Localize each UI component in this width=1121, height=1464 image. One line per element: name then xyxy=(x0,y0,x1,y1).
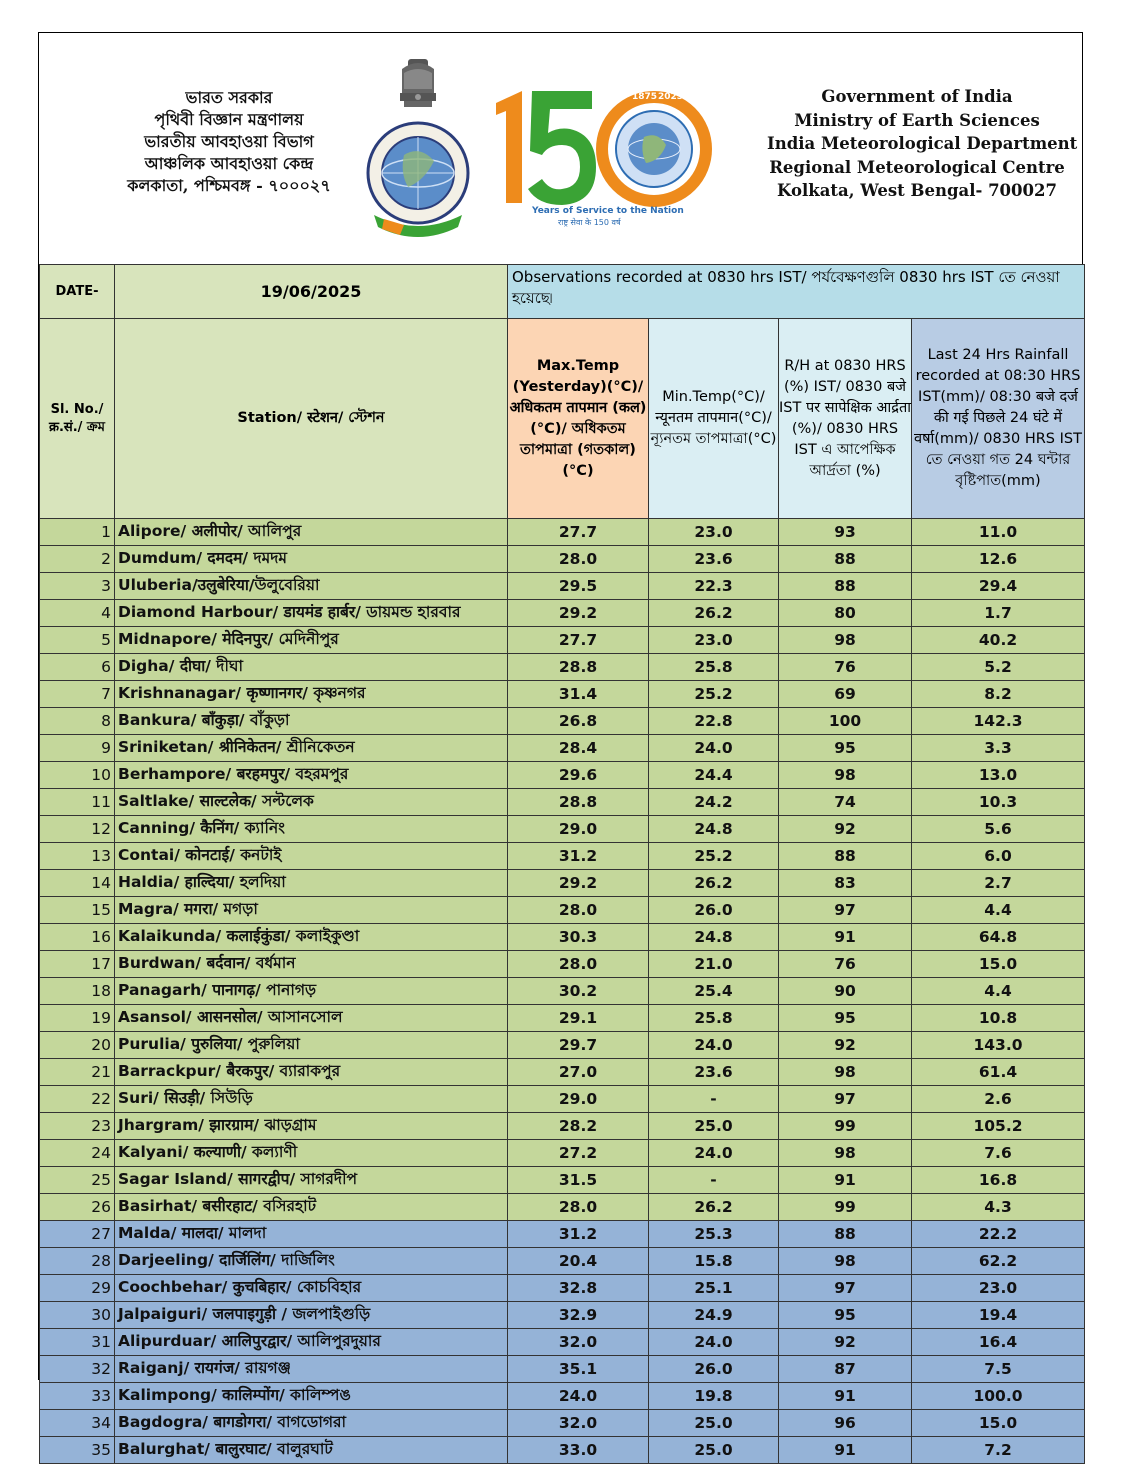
row-sl-no: 9 xyxy=(40,735,115,762)
row-max-temp: 29.2 xyxy=(508,870,649,897)
row-max-temp: 27.7 xyxy=(508,627,649,654)
row-max-temp: 29.0 xyxy=(508,816,649,843)
row-min-temp: 25.0 xyxy=(649,1437,779,1464)
row-rainfall: 105.2 xyxy=(912,1113,1085,1140)
row-min-temp: 26.2 xyxy=(649,600,779,627)
row-relative-humidity: 92 xyxy=(779,1329,912,1356)
header-station: Station/ स्टेशन/ স্টেশন xyxy=(115,319,508,519)
row-sl-no: 2 xyxy=(40,546,115,573)
row-max-temp: 30.2 xyxy=(508,978,649,1005)
row-sl-no: 25 xyxy=(40,1167,115,1194)
row-sl-no: 1 xyxy=(40,519,115,546)
row-rainfall: 12.6 xyxy=(912,546,1085,573)
row-sl-no: 19 xyxy=(40,1005,115,1032)
row-sl-no: 5 xyxy=(40,627,115,654)
svg-text:राष्ट्र सेवा के 150 वर्ष: राष्ट्र सेवा के 150 वर्ष xyxy=(558,218,621,227)
english-line: Regional Meteorological Centre xyxy=(769,157,1065,177)
row-rainfall: 7.2 xyxy=(912,1437,1085,1464)
row-station: Kalaikunda/ कलाईकुंडा/ কলাইকুণ্ডা xyxy=(115,924,508,951)
row-relative-humidity: 91 xyxy=(779,1167,912,1194)
row-station: Kalimpong/ कालिम्पोंग/ কালিম্পঙ xyxy=(115,1383,508,1410)
row-min-temp: 25.0 xyxy=(649,1410,779,1437)
date-value: 19/06/2025 xyxy=(115,265,508,319)
row-min-temp: 22.3 xyxy=(649,573,779,600)
row-min-temp: 24.0 xyxy=(649,1140,779,1167)
row-station: Magra/ मगरा/ মগড়া xyxy=(115,897,508,924)
row-station: Krishnanagar/ कृष्णानगर/ কৃষ্ণনগর xyxy=(115,681,508,708)
row-max-temp: 26.8 xyxy=(508,708,649,735)
row-min-temp: 25.8 xyxy=(649,1005,779,1032)
english-line: Government of India xyxy=(821,87,1013,106)
table-row xyxy=(40,897,1085,924)
row-rainfall: 5.2 xyxy=(912,654,1085,681)
row-station: Alipore/ अलीपोर/ আলিপুর xyxy=(115,519,508,546)
row-min-temp: 25.1 xyxy=(649,1275,779,1302)
row-station: Canning/ कैनिंग/ ক্যানিং xyxy=(115,816,508,843)
row-rainfall: 6.0 xyxy=(912,843,1085,870)
row-min-temp: 24.9 xyxy=(649,1302,779,1329)
english-line: India Meteorological Department xyxy=(767,134,1078,153)
row-min-temp: 25.0 xyxy=(649,1113,779,1140)
row-rainfall: 7.5 xyxy=(912,1356,1085,1383)
row-max-temp: 27.0 xyxy=(508,1059,649,1086)
row-max-temp: 33.0 xyxy=(508,1437,649,1464)
table-row xyxy=(40,654,1085,681)
row-max-temp: 29.0 xyxy=(508,1086,649,1113)
table-row xyxy=(40,1221,1085,1248)
bengali-line: কলকাতা, পশ্চিমবঙ্গ - ৭০০০২৭ xyxy=(127,176,331,195)
row-max-temp: 35.1 xyxy=(508,1356,649,1383)
row-min-temp: 25.3 xyxy=(649,1221,779,1248)
row-max-temp: 32.0 xyxy=(508,1410,649,1437)
row-min-temp: 25.2 xyxy=(649,681,779,708)
table-row xyxy=(40,573,1085,600)
bengali-line: আঞ্চলিক আবহাওয়া কেন্দ্র xyxy=(144,154,314,173)
row-station: Kalyani/ कल्याणी/ কল্যাণী xyxy=(115,1140,508,1167)
table-row xyxy=(40,1140,1085,1167)
row-station: Digha/ दीघा/ দীঘা xyxy=(115,654,508,681)
row-relative-humidity: 97 xyxy=(779,897,912,924)
table-row xyxy=(40,816,1085,843)
table-row xyxy=(40,1410,1085,1437)
row-station: Burdwan/ बर्दवान/ বর্ধমান xyxy=(115,951,508,978)
row-rainfall: 100.0 xyxy=(912,1383,1085,1410)
date-row xyxy=(40,265,1085,319)
table-row xyxy=(40,1302,1085,1329)
row-max-temp: 28.0 xyxy=(508,546,649,573)
row-sl-no: 11 xyxy=(40,789,115,816)
row-max-temp: 32.9 xyxy=(508,1302,649,1329)
row-min-temp: 23.6 xyxy=(649,546,779,573)
observation-note: Observations recorded at 0830 hrs IST/ পর্যবেক্ষণগুলি 0830 hrs IST তে নেওয়া হয়েছে৷ xyxy=(508,265,1085,319)
row-relative-humidity: 90 xyxy=(779,978,912,1005)
row-sl-no: 26 xyxy=(40,1194,115,1221)
row-relative-humidity: 92 xyxy=(779,816,912,843)
row-sl-no: 15 xyxy=(40,897,115,924)
row-sl-no: 32 xyxy=(40,1356,115,1383)
english-line: Ministry of Earth Sciences xyxy=(794,110,1040,130)
row-max-temp: 27.2 xyxy=(508,1140,649,1167)
row-sl-no: 14 xyxy=(40,870,115,897)
row-relative-humidity: 88 xyxy=(779,573,912,600)
english-address xyxy=(767,85,1078,203)
row-station: Sriniketan/ श्रीनिकेतन/ শ্রীনিকেতন xyxy=(115,735,508,762)
row-max-temp: 31.4 xyxy=(508,681,649,708)
row-max-temp: 28.4 xyxy=(508,735,649,762)
row-min-temp: 26.0 xyxy=(649,1356,779,1383)
bengali-line: ভারত সরকার xyxy=(185,88,273,107)
row-rainfall: 11.0 xyxy=(912,519,1085,546)
row-max-temp: 28.2 xyxy=(508,1113,649,1140)
row-sl-no: 4 xyxy=(40,600,115,627)
row-relative-humidity: 95 xyxy=(779,735,912,762)
row-rainfall: 16.8 xyxy=(912,1167,1085,1194)
row-sl-no: 20 xyxy=(40,1032,115,1059)
row-relative-humidity: 83 xyxy=(779,870,912,897)
row-relative-humidity: 95 xyxy=(779,1302,912,1329)
row-station: Alipurduar/ आलिपुरद्वार/ আলিপুরদুয়ার xyxy=(115,1329,508,1356)
row-relative-humidity: 97 xyxy=(779,1086,912,1113)
row-station: Berhampore/ बरहमपुर/ বহরমপুর xyxy=(115,762,508,789)
row-rainfall: 64.8 xyxy=(912,924,1085,951)
weather-table xyxy=(39,264,1085,1464)
row-relative-humidity: 99 xyxy=(779,1194,912,1221)
row-relative-humidity: 91 xyxy=(779,924,912,951)
row-min-temp: 24.8 xyxy=(649,816,779,843)
row-station: Malda/ मालदा/ মালদা xyxy=(115,1221,508,1248)
row-max-temp: 28.0 xyxy=(508,897,649,924)
row-sl-no: 12 xyxy=(40,816,115,843)
imd-150-years-logo xyxy=(492,85,712,230)
row-rainfall: 23.0 xyxy=(912,1275,1085,1302)
table-row xyxy=(40,1275,1085,1302)
table-row xyxy=(40,600,1085,627)
row-max-temp: 31.2 xyxy=(508,1221,649,1248)
report-header xyxy=(39,33,1082,264)
row-sl-no: 31 xyxy=(40,1329,115,1356)
row-sl-no: 30 xyxy=(40,1302,115,1329)
table-row xyxy=(40,1113,1085,1140)
row-max-temp: 31.2 xyxy=(508,843,649,870)
row-rainfall: 13.0 xyxy=(912,762,1085,789)
row-station: Bankura/ बाँकुड़ा/ বাঁকুড়া xyxy=(115,708,508,735)
table-row xyxy=(40,708,1085,735)
row-relative-humidity: 91 xyxy=(779,1383,912,1410)
row-min-temp: 26.2 xyxy=(649,1194,779,1221)
row-min-temp: 23.0 xyxy=(649,519,779,546)
row-sl-no: 27 xyxy=(40,1221,115,1248)
svg-text:2025: 2025 xyxy=(658,92,684,102)
row-min-temp: 24.0 xyxy=(649,1032,779,1059)
column-header-row xyxy=(40,319,1085,519)
row-relative-humidity: 76 xyxy=(779,654,912,681)
row-max-temp: 32.8 xyxy=(508,1275,649,1302)
table-row xyxy=(40,1167,1085,1194)
row-rainfall: 19.4 xyxy=(912,1302,1085,1329)
row-sl-no: 29 xyxy=(40,1275,115,1302)
row-min-temp: 26.0 xyxy=(649,897,779,924)
row-max-temp: 31.5 xyxy=(508,1167,649,1194)
row-station: Jhargram/ झारग्राम/ ঝাড়গ্রাম xyxy=(115,1113,508,1140)
row-relative-humidity: 74 xyxy=(779,789,912,816)
row-station: Diamond Harbour/ डायमंड हार्बर/ ডায়মন্ড হারবার xyxy=(115,600,508,627)
row-min-temp: 25.8 xyxy=(649,654,779,681)
row-sl-no: 16 xyxy=(40,924,115,951)
table-row xyxy=(40,1437,1085,1464)
row-sl-no: 33 xyxy=(40,1383,115,1410)
header-max-temp: Max.Temp (Yesterday)(°C)/ अधिकतम तापमान (कल)(°C)/ অধিকতম তাপমাত্রা (গতকাল)(°C) xyxy=(508,319,649,519)
table-row xyxy=(40,735,1085,762)
row-rainfall: 7.6 xyxy=(912,1140,1085,1167)
table-row xyxy=(40,762,1085,789)
table-row xyxy=(40,1329,1085,1356)
row-sl-no: 23 xyxy=(40,1113,115,1140)
row-min-temp: - xyxy=(649,1167,779,1194)
row-rainfall: 4.3 xyxy=(912,1194,1085,1221)
row-min-temp: 21.0 xyxy=(649,951,779,978)
row-relative-humidity: 98 xyxy=(779,1248,912,1275)
row-station: Dumdum/ दमदम/ দমদম xyxy=(115,546,508,573)
row-station: Saltlake/ साल्टलेक/ সল্টলেক xyxy=(115,789,508,816)
row-sl-no: 21 xyxy=(40,1059,115,1086)
row-station: Suri/ सिउड़ी/ সিউড়ি xyxy=(115,1086,508,1113)
row-sl-no: 34 xyxy=(40,1410,115,1437)
row-station: Panagarh/ पानागढ़/ পানাগড় xyxy=(115,978,508,1005)
row-max-temp: 20.4 xyxy=(508,1248,649,1275)
row-min-temp: 24.4 xyxy=(649,762,779,789)
row-min-temp: 22.8 xyxy=(649,708,779,735)
row-rainfall: 15.0 xyxy=(912,951,1085,978)
row-max-temp: 24.0 xyxy=(508,1383,649,1410)
table-row xyxy=(40,546,1085,573)
row-sl-no: 28 xyxy=(40,1248,115,1275)
row-relative-humidity: 99 xyxy=(779,1113,912,1140)
row-rainfall: 3.3 xyxy=(912,735,1085,762)
english-line: Kolkata, West Bengal- 700027 xyxy=(777,181,1057,200)
row-sl-no: 35 xyxy=(40,1437,115,1464)
row-rainfall: 142.3 xyxy=(912,708,1085,735)
row-sl-no: 13 xyxy=(40,843,115,870)
row-min-temp: 26.2 xyxy=(649,870,779,897)
row-rainfall: 1.7 xyxy=(912,600,1085,627)
row-rainfall: 16.4 xyxy=(912,1329,1085,1356)
row-relative-humidity: 92 xyxy=(779,1032,912,1059)
row-max-temp: 30.3 xyxy=(508,924,649,951)
row-station: Sagar Island/ सागरद्वीप/ সাগরদীপ xyxy=(115,1167,508,1194)
row-relative-humidity: 88 xyxy=(779,843,912,870)
row-station: Haldia/ हाल्दिया/ হলদিয়া xyxy=(115,870,508,897)
row-sl-no: 3 xyxy=(40,573,115,600)
row-sl-no: 8 xyxy=(40,708,115,735)
row-relative-humidity: 76 xyxy=(779,951,912,978)
row-sl-no: 18 xyxy=(40,978,115,1005)
table-row xyxy=(40,1248,1085,1275)
row-relative-humidity: 98 xyxy=(779,1140,912,1167)
row-station: Raiganj/ रायगंज/ রায়গঞ্জ xyxy=(115,1356,508,1383)
row-rainfall: 4.4 xyxy=(912,978,1085,1005)
row-max-temp: 28.0 xyxy=(508,1194,649,1221)
row-relative-humidity: 95 xyxy=(779,1005,912,1032)
row-rainfall: 40.2 xyxy=(912,627,1085,654)
row-max-temp: 28.0 xyxy=(508,951,649,978)
bengali-line: পৃথিবী বিজ্ঞান মন্ত্রণালয় xyxy=(154,110,304,129)
row-sl-no: 7 xyxy=(40,681,115,708)
row-rainfall: 10.3 xyxy=(912,789,1085,816)
row-max-temp: 28.8 xyxy=(508,654,649,681)
report-frame xyxy=(38,32,1083,1459)
row-relative-humidity: 96 xyxy=(779,1410,912,1437)
row-max-temp: 28.8 xyxy=(508,789,649,816)
row-relative-humidity: 88 xyxy=(779,546,912,573)
header-min-temp: Min.Temp(°C)/ न्यूनतम तापमान(°C)/ ন্যূনতম তাপমাত্রা(°C) xyxy=(649,319,779,519)
table-row xyxy=(40,1059,1085,1086)
row-max-temp: 29.7 xyxy=(508,1032,649,1059)
row-sl-no: 6 xyxy=(40,654,115,681)
row-relative-humidity: 87 xyxy=(779,1356,912,1383)
table-row xyxy=(40,519,1085,546)
header-rainfall: Last 24 Hrs Rainfall recorded at 08:30 HRS IST(mm)/ 08:30 बजे दर्ज की गई पिछले 24 घंटे में वर्षा(mm)/ 0830 HRS IST তে নেওয়া গত 24 ঘন্টার বৃষ্টিপাত(mm) xyxy=(912,319,1085,519)
row-relative-humidity: 69 xyxy=(779,681,912,708)
row-rainfall: 5.6 xyxy=(912,816,1085,843)
row-rainfall: 22.2 xyxy=(912,1221,1085,1248)
row-relative-humidity: 98 xyxy=(779,627,912,654)
table-row xyxy=(40,924,1085,951)
row-relative-humidity: 88 xyxy=(779,1221,912,1248)
row-rainfall: 4.4 xyxy=(912,897,1085,924)
table-row xyxy=(40,627,1085,654)
row-max-temp: 29.6 xyxy=(508,762,649,789)
row-max-temp: 32.0 xyxy=(508,1329,649,1356)
table-row xyxy=(40,1005,1085,1032)
date-label: DATE- xyxy=(40,265,115,319)
row-rainfall: 61.4 xyxy=(912,1059,1085,1086)
row-relative-humidity: 98 xyxy=(779,762,912,789)
row-station: Balurghat/ बालुरघाट/ বালুরঘাট xyxy=(115,1437,508,1464)
row-station: Jalpaiguri/ जलपाइगुड़ी / জলপাইগুড়ি xyxy=(115,1302,508,1329)
row-relative-humidity: 98 xyxy=(779,1059,912,1086)
row-min-temp: 24.0 xyxy=(649,1329,779,1356)
row-relative-humidity: 93 xyxy=(779,519,912,546)
row-station: Coochbehar/ कुचबिहार/ কোচবিহার xyxy=(115,1275,508,1302)
row-station: Asansol/ आसनसोल/ আসানসোল xyxy=(115,1005,508,1032)
table-row xyxy=(40,1032,1085,1059)
row-min-temp: 25.4 xyxy=(649,978,779,1005)
row-min-temp: 23.0 xyxy=(649,627,779,654)
row-min-temp: 24.8 xyxy=(649,924,779,951)
row-rainfall: 62.2 xyxy=(912,1248,1085,1275)
row-relative-humidity: 80 xyxy=(779,600,912,627)
row-max-temp: 29.5 xyxy=(508,573,649,600)
row-max-temp: 27.7 xyxy=(508,519,649,546)
table-row xyxy=(40,978,1085,1005)
row-station: Bagdogra/ बागडोगरा/ বাগডোগরা xyxy=(115,1410,508,1437)
imd-emblem-icon xyxy=(364,55,472,240)
row-station: Darjeeling/ दार्जिलिंग/ দার্জিলিং xyxy=(115,1248,508,1275)
row-min-temp: 15.8 xyxy=(649,1248,779,1275)
row-max-temp: 29.1 xyxy=(508,1005,649,1032)
table-row xyxy=(40,1356,1085,1383)
table-row xyxy=(40,1194,1085,1221)
row-sl-no: 10 xyxy=(40,762,115,789)
table-row xyxy=(40,1383,1085,1410)
bengali-address xyxy=(99,87,359,197)
row-rainfall: 8.2 xyxy=(912,681,1085,708)
row-min-temp: 23.6 xyxy=(649,1059,779,1086)
row-station: Uluberia/उलुबेरिया/উলুবেরিয়া xyxy=(115,573,508,600)
table-row xyxy=(40,843,1085,870)
row-rainfall: 29.4 xyxy=(912,573,1085,600)
row-relative-humidity: 100 xyxy=(779,708,912,735)
row-station: Basirhat/ बसीरहाट/ বসিরহাট xyxy=(115,1194,508,1221)
table-row xyxy=(40,789,1085,816)
row-max-temp: 29.2 xyxy=(508,600,649,627)
table-row xyxy=(40,951,1085,978)
row-min-temp: - xyxy=(649,1086,779,1113)
row-sl-no: 17 xyxy=(40,951,115,978)
row-rainfall: 2.6 xyxy=(912,1086,1085,1113)
row-min-temp: 24.0 xyxy=(649,735,779,762)
row-relative-humidity: 97 xyxy=(779,1275,912,1302)
row-station: Contai/ कोनटाई/ কনটাই xyxy=(115,843,508,870)
row-station: Midnapore/ मेदिनपुर/ মেদিনীপুর xyxy=(115,627,508,654)
row-sl-no: 24 xyxy=(40,1140,115,1167)
row-relative-humidity: 91 xyxy=(779,1437,912,1464)
bengali-line: ভারতীয় আবহাওয়া বিভাগ xyxy=(144,132,314,151)
table-row xyxy=(40,1086,1085,1113)
row-station: Purulia/ पुरुलिया/ পুরুলিয়া xyxy=(115,1032,508,1059)
row-min-temp: 25.2 xyxy=(649,843,779,870)
row-min-temp: 19.8 xyxy=(649,1383,779,1410)
table-row xyxy=(40,681,1085,708)
svg-text:1875: 1875 xyxy=(632,92,658,102)
row-rainfall: 2.7 xyxy=(912,870,1085,897)
row-min-temp: 24.2 xyxy=(649,789,779,816)
row-sl-no: 22 xyxy=(40,1086,115,1113)
row-rainfall: 143.0 xyxy=(912,1032,1085,1059)
header-sl-no: Sl. No./ क्र.सं./ ক্রম xyxy=(40,319,115,519)
row-rainfall: 15.0 xyxy=(912,1410,1085,1437)
table-row xyxy=(40,870,1085,897)
svg-text:Years of Service to the Nation: Years of Service to the Nation xyxy=(532,206,684,216)
row-station: Barrackpur/ बैरकपुर/ ব্যারাকপুর xyxy=(115,1059,508,1086)
row-rainfall: 10.8 xyxy=(912,1005,1085,1032)
header-relative-humidity: R/H at 0830 HRS (%) IST/ 0830 बजे IST पर सापेक्षिक आर्द्रता (%)/ 0830 HRS IST এ আপেক্ষিক আর্দ্রতা (%) xyxy=(779,319,912,519)
